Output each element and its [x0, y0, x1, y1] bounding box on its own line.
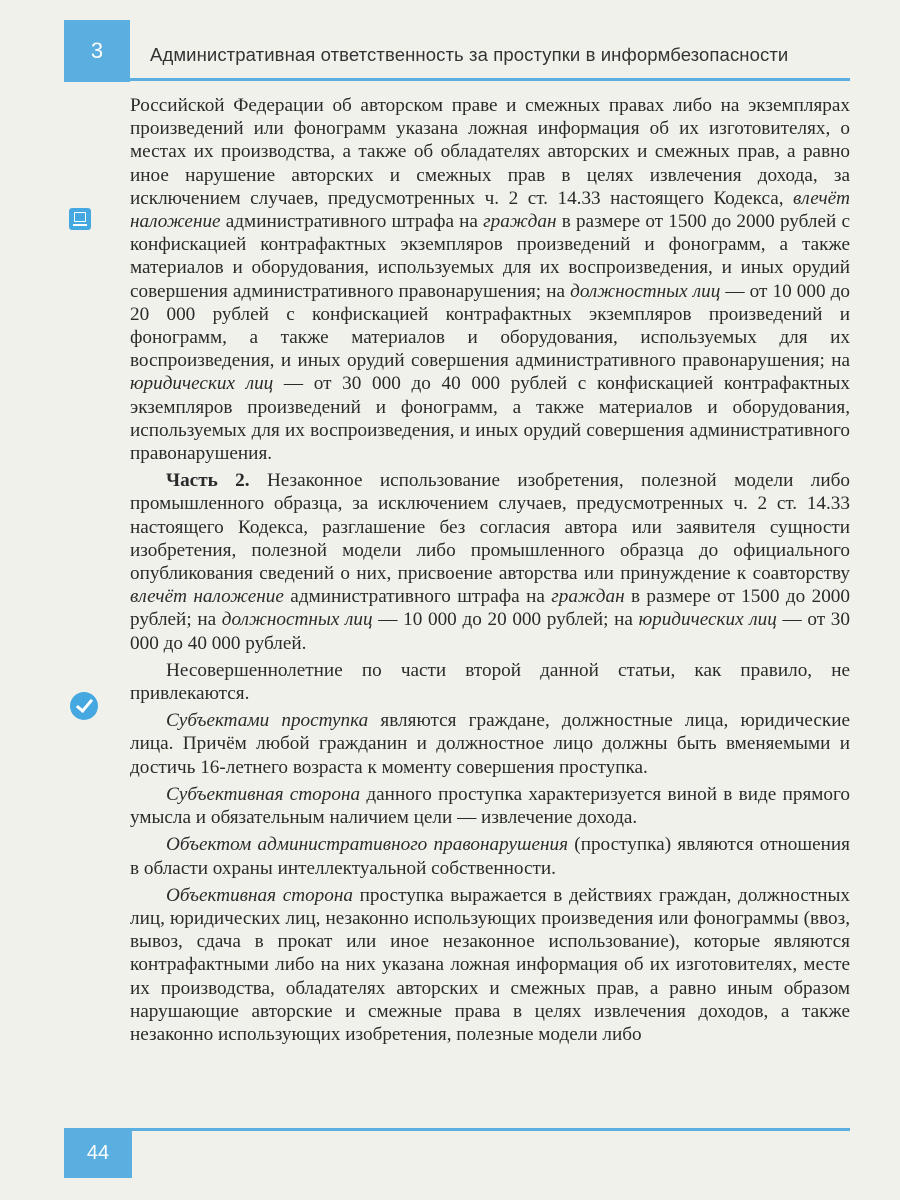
footer-rule — [130, 1128, 850, 1131]
part-label: Часть 2. — [166, 470, 250, 492]
emphasis: влечёт наложение — [130, 586, 284, 608]
text: в размере от 1500 до 2000 рублей с конфискацией контрафактных экземпляров произведений и фонограмм, а также материалов и оборудования, используемых для их воспроизведения, и иных орудий совершения административного правонарушения; на — [130, 211, 851, 302]
emphasis: должностных лиц — [221, 609, 373, 631]
emphasis: граждан — [483, 211, 557, 233]
text: — от 10 000 до 20 000 рублей с конфискацией контрафактных экземпляров произведений и фонограмм, а также материалов и оборудования, используемых для их воспроизведения, и иных орудий совершения административного правонарушения; на — [130, 280, 850, 372]
text: — от 30 000 до 40 000 рублей. — [130, 609, 850, 654]
text: (проступка) являются отношения в области охраны интеллектуальной собственности. — [130, 834, 850, 879]
text: административного штрафа на — [283, 586, 552, 608]
text: данного проступка характеризуется виной в виде прямого умысла и обязательным наличием цели — извлечение дохода. — [130, 783, 850, 829]
paragraph-4 — [130, 709, 850, 779]
paragraph-1 — [130, 94, 850, 465]
text: — от 30 000 до 40 000 рублей с конфискацией контрафактных экземпляров произведений и фонограмм, а также материалов и оборудования, используемых для их воспроизведения, и иных орудий совершения административного правонарушения. — [130, 373, 850, 465]
running-title: Административная ответственность за проступки в информбезопасности — [150, 44, 789, 65]
emphasis: Субъектами проступка — [166, 710, 369, 732]
text: административного штрафа на — [220, 211, 484, 233]
emphasis: юридических лиц — [638, 609, 777, 631]
paragraph-5 — [130, 783, 850, 829]
paragraph-6 — [130, 833, 850, 879]
text: Незаконное использование изобретения, полезной модели либо промышленного образца, за исключением случаев, предусмотренных ч. 2 ст. 14.33 настоящего Кодекса, разглашение без согласия автора или заявителя сущности изобретения, полезной модели либо промышленного образца до официального опубликования сведений о них, присвоение авторства или принуждение к соавторству — [130, 470, 850, 585]
emphasis: Субъективная сторона — [166, 783, 361, 805]
page-number: 44 — [64, 1128, 132, 1178]
header-rule — [130, 78, 850, 81]
paragraph-2 — [130, 469, 850, 655]
emphasis: должностных лиц — [570, 280, 721, 302]
text: Несовершеннолетние по части второй данной статьи, как правило, не привлекаются. — [130, 659, 850, 705]
emphasis: Объектом административного правонарушения — [166, 834, 569, 856]
emphasis: юридических лиц — [130, 373, 274, 395]
chapter-number-tab: 3 — [64, 20, 130, 82]
paragraph-3 — [130, 659, 850, 705]
text: в размере от 1500 до 2000 рублей; на — [130, 586, 850, 631]
paragraph-7 — [130, 884, 850, 1046]
text: — 10 000 до 20 000 рублей; на — [372, 609, 639, 631]
check-circle-icon — [70, 692, 98, 720]
emphasis: Объективная сторона — [166, 884, 353, 906]
page-body — [130, 94, 850, 1046]
emphasis: влечёт наложение — [130, 187, 850, 233]
computer-icon — [69, 208, 91, 230]
text: проступка выражается в действиях граждан, должностных лиц, юридических лиц, незаконно использующих произведения или фонограммы (ввоз, вывоз, сдача в прокат или иное незаконное использование), которые являются контрафактными либо на них указана ложная информация об их изготовителях, месте их производства, обладателях авторских и смежных прав, а равно иным образом нарушающие авторские и смежные права в целях извлечения доходов, а также незаконно использующих изобретения, полезные модели либо — [130, 884, 850, 1045]
text: Российской Федерации об авторском праве и смежных правах либо на экземплярах произведений или фонограмм указана ложная информация об их изготовителях, о местах их производства, а также об обладателях авторских и смежных прав, а равно иное нарушение авторских и смежных прав в целях извлечения дохода, за исключением случаев, предусмотренных ч. 2 ст. 14.33 настоящего Кодекса, — [130, 95, 850, 209]
emphasis: граждан — [551, 586, 625, 608]
text: являются граждане, должностные лица, юридические лица. Причём любой гражданин и должностное лицо должны быть вменяемыми и достичь 16-летнего возраста к моменту совершения проступка. — [130, 710, 850, 778]
